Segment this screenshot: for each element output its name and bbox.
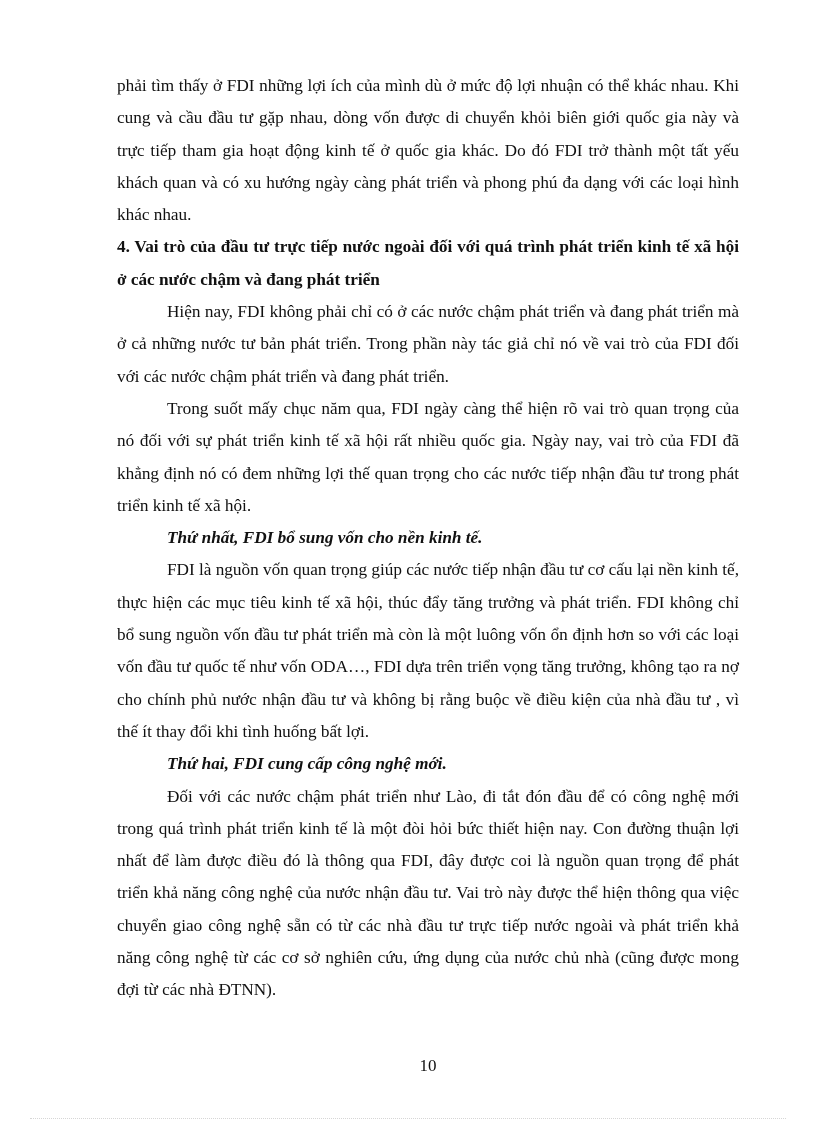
paragraph-fdi-overview: Hiện nay, FDI không phải chỉ có ở các nước chậm phát triển và đang phát triển mà ở cả những nước tư bản phát triển. Trong phần này tác giả chỉ nó về vai trò của FDI đối với các nước chậm phát triển và đang phát triển. [117,302,739,386]
paragraph-capital: FDI là nguồn vốn quan trọng giúp các nước tiếp nhận đầu tư cơ cấu lại nền kinh tế, thực hiện các mục tiêu kinh tế xã hội, thúc đẩy tăng trưởng và phát triển. FDI không chỉ bổ sung nguồn vốn đầu tư phát triển mà còn là một luông vốn ổn định hơn so với các loại vốn đầu tư quốc tế như vốn ODA…, FDI dựa trên triển vọng tăng trưởng, không tạo ra nợ cho chính phủ nước nhận đầu tư và không bị rằng buộc về điều kiện của nhà đầu tư , vì thế ít thay đổi khi tình huống bất lợi. [117,560,739,741]
subheading-first: Thứ nhất, FDI bổ sung vốn cho nền kinh tế. [167,528,483,548]
paragraph-fdi-role: Trong suốt mấy chục năm qua, FDI ngày càng thể hiện rõ vai trò quan trọng của nó đối với sự phát triển kinh tế xã hội rất nhiều quốc gia. Ngày nay, vai trò của FDI đã khẳng định nó có đem những lợi thế quan trọng cho các nước tiếp nhận đầu tư trong phát triển kinh tế xã hội. [117,398,739,515]
paragraph-intro-continuation: phải tìm thấy ở FDI những lợi ích của mình dù ở mức độ lợi nhuận có thể khác nhau. Khi cung và cầu đầu tư gặp nhau, dòng vốn được di chuyển khỏi biên giới quốc gia này và trực tiếp tham gia hoạt động kinh tế ở quốc gia khác. Do đó FDI trở thành một tất yếu khách quan và có xu hướng ngày càng phát triển và phong phú đa dạng với các loại hình khác nhau. [117,76,739,225]
subheading-second: Thứ hai, FDI cung cấp công nghệ mới. [167,754,447,774]
section-heading-4: 4. Vai trò của đầu tư trực tiếp nước ngoài đối với quá trình phát triển kinh tế xã hội ở các nước chậm và đang phát triển [117,237,739,289]
document-page [117,70,739,1007]
paragraph-technology: Đối với các nước chậm phát triển như Lào, đi tắt đón đầu để có công nghệ mới trong quá trình phát triển kinh tế là một đòi hỏi bức thiết hiện nay. Con đường thuận lợi nhất để làm được điều đó là thông qua FDI, đây được coi là nguồn quan trọng để phát triển khả năng công nghệ của nước nhận đầu tư. Vai trò này được thể hiện thông qua việc chuyển giao công nghệ sẵn có từ các nhà đầu tư trực tiếp nước ngoài và phát triển khả năng công nghệ từ các cơ sở nghiên cứu, ứng dụng của nước chủ nhà (cũng được mong đợi từ các nhà ĐTNN). [117,786,739,1000]
page-number: 10 [419,1056,437,1075]
page-bottom-divider [30,1118,786,1119]
